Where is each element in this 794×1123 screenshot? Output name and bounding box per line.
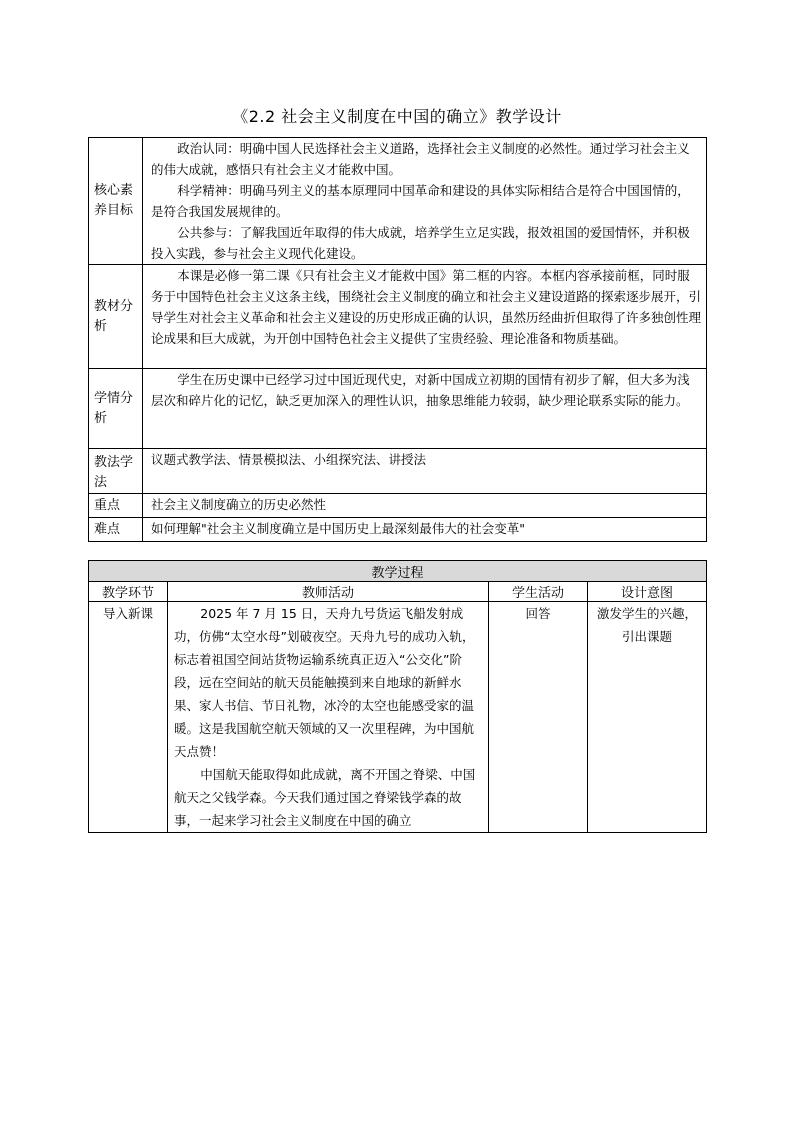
difficulty-row: [89, 518, 707, 542]
textbook-analysis-label: 教材分析: [89, 265, 143, 369]
process-column-header-row: [89, 582, 707, 602]
textbook-analysis-row: [89, 265, 707, 369]
core-item-science: 科学精神：明确马列主义的基本原理同中国革命和建设的具体实际相结合是符合中国国情的，是符合我国发展规律的。: [151, 183, 690, 219]
student-analysis-row: [89, 369, 707, 449]
document-title: 《2.2 社会主义制度在中国的确立》教学设计: [232, 107, 562, 126]
textbook-analysis-content: [143, 265, 707, 369]
core-item-political: 政治认同：明确中国人民选择社会主义道路，选择社会主义制度的必然性。通过学习社会主义的伟大成就，感悟只有社会主义才能救中国。: [151, 141, 690, 177]
difficulty-label: 难点: [89, 518, 143, 542]
col-header-student: 学生活动: [489, 582, 588, 602]
design-table: [88, 137, 707, 542]
core-literacy-row: [89, 138, 707, 265]
design-intent-cell: 激发学生的兴趣，引出课题: [588, 602, 707, 833]
student-analysis-text: 学生在历史课中已经学习过中国近现代史，对新中国成立初期的国情有初步了解，但大多为浅层次和碎片化的记忆，缺乏更加深入的理性认识，抽象思维能力较弱，缺少理论联系实际的能力。: [151, 372, 690, 408]
student-analysis-label: 学情分析: [89, 369, 143, 449]
teacher-activity-cell: [168, 602, 489, 833]
process-table: [88, 560, 707, 833]
col-header-stage: 教学环节: [89, 582, 168, 602]
student-analysis-content: [143, 369, 707, 449]
methods-label: 教法学法: [89, 449, 143, 494]
col-header-intent: 设计意图: [588, 582, 707, 602]
key-point-label: 重点: [89, 494, 143, 518]
textbook-analysis-text: 本课是必修一第二课《只有社会主义才能救中国》第二框的内容。本框内容承接前框，同时服务于中国特色社会主义这条主线，围绕社会主义制度的确立和社会主义建设道路的探索逐步展开，引导学生对社会主义革命和社会主义建设的历史形成正确的认识，虽然历经曲折但取得了许多独创性理论成果和巨大成就，为开创中国特色社会主义提供了宝贵经验、理论准备和物质基础。: [151, 268, 702, 346]
process-heading: 教学过程: [89, 561, 707, 582]
methods-row: [89, 449, 707, 494]
core-item-public: 公共参与：了解我国近年取得的伟大成就，培养学生立足实践，报效祖国的爱国情怀，并积极投入实践，参与社会主义现代化建设。: [151, 225, 690, 261]
process-heading-row: [89, 561, 707, 582]
student-activity-cell: 回答: [489, 602, 588, 833]
key-point-content: 社会主义制度确立的历史必然性: [143, 494, 707, 518]
teacher-paragraph: 2025 年 7 月 15 日，天舟九号货运飞船发射成功，仿佛“太空水母”划破夜空。天舟九号的成功入轨，标志着祖国空间站货物运输系统真正迈入“公交化”阶段，远在空间站的航天员能触摸到来自地球的新鲜水果、家人书信、节日礼物，冰冷的太空也能感受家的温暖。这是我国航空航天领域的又一次里程碑，为中国航天点赞！: [174, 606, 475, 759]
difficulty-content: 如何理解"社会主义制度确立是中国历史上最深刻最伟大的社会变革": [143, 518, 707, 542]
col-header-teacher: 教师活动: [168, 582, 489, 602]
stage-cell: 导入新课: [89, 602, 168, 833]
table-row: [89, 602, 707, 833]
teacher-paragraph: 中国航天能取得如此成就，离不开国之脊梁、中国航天之父钱学森。今天我们通过国之脊梁钱学森的故事，一起来学习社会主义制度在中国的确立: [174, 767, 476, 828]
methods-content: 议题式教学法、情景模拟法、小组探究法、讲授法: [143, 449, 707, 494]
core-literacy-label: 核心素养目标: [89, 138, 143, 265]
core-literacy-content: [143, 138, 707, 265]
key-point-row: [89, 494, 707, 518]
